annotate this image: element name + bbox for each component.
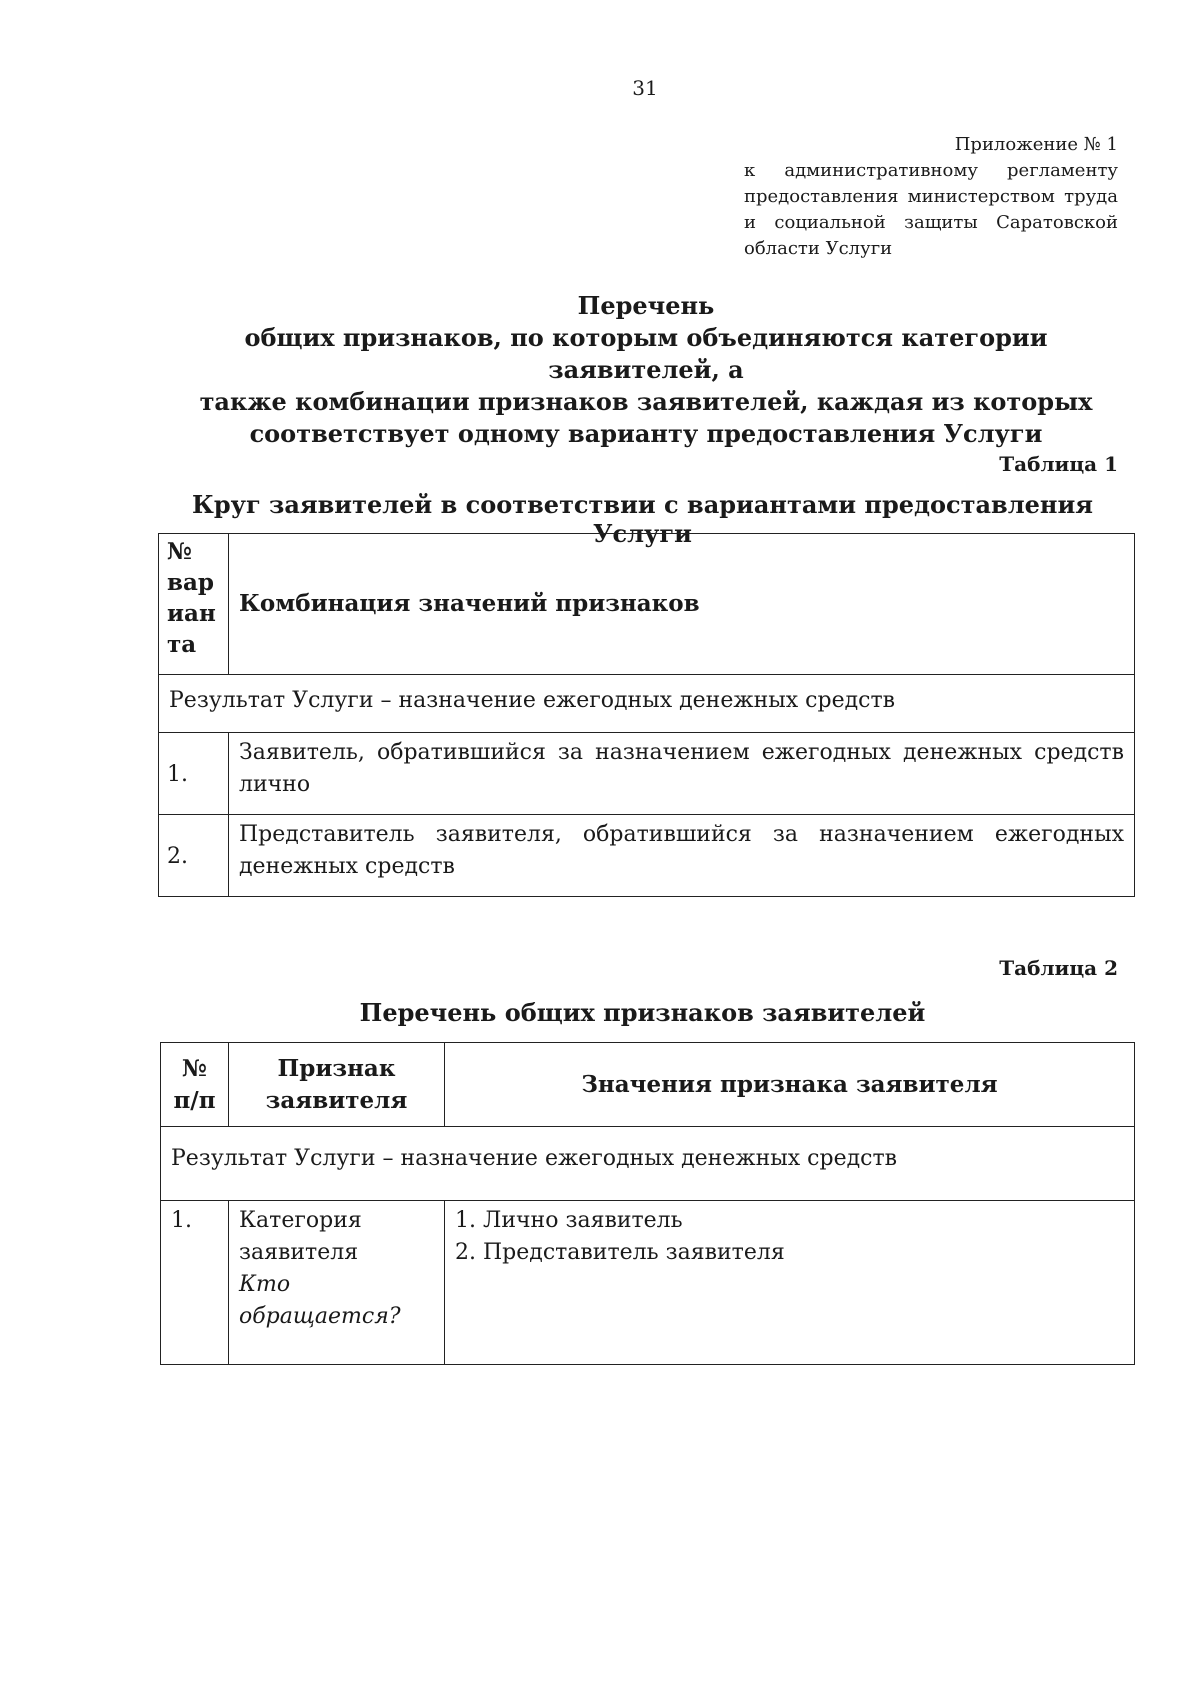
value-item: 2. Представитель заявителя [455,1240,785,1265]
page-number: 31 [632,76,658,100]
attribute-line: Категория [239,1208,362,1233]
table2-result: Результат Услуги – назначение ежегодных денежных средств [161,1127,1135,1201]
table1-caption: Таблица 1 [999,452,1118,476]
header-number-line: вар [167,569,214,596]
header-number-line: та [167,631,197,658]
header-number-line: № [182,1054,207,1082]
header-attribute-line: заявителя [265,1086,408,1114]
appendix-line: к административному регламенту [744,160,1118,181]
table2-heading: Перечень общих признаков заявителей [359,998,926,1027]
header-attribute-line: Признак [277,1054,396,1082]
attribute-question-line: обращается? [239,1304,401,1329]
table1-header-row [159,534,1135,675]
title-line: соответствует одному варианту предоставления Услуги [249,419,1043,448]
table2-header-values: Значения признака заявителя [445,1043,1135,1127]
table1 [158,533,1135,897]
appendix-line: области Услуги [744,238,893,259]
table2-row-attribute [229,1201,445,1365]
table2-row-number: 1. [161,1201,229,1365]
table2-header-row [161,1043,1135,1127]
header-number-line: иан [167,600,216,627]
document-title [170,290,1122,450]
appendix-line: предоставления министерством труда [744,186,1118,207]
table-row [161,1201,1135,1365]
title-line: Перечень [577,291,715,320]
header-number-line: № [167,538,192,565]
table1-heading: Круг заявителей в соответствии с вариантами предоставления Услуги [191,490,1093,548]
appendix-line: и социальной защиты Саратовской [744,212,1118,233]
table1-row-number: 2. [159,815,229,897]
table2-caption: Таблица 2 [999,956,1118,980]
table1-row-text: Заявитель, обратившийся за назначением ежегодных денежных средств лично [229,733,1135,815]
appendix-note [744,132,1118,262]
table1-header-number [159,534,229,675]
table1-row-number: 1. [159,733,229,815]
table1-result: Результат Услуги – назначение ежегодных денежных средств [159,675,1135,733]
table2 [160,1042,1135,1365]
title-line: общих признаков, по которым объединяются категории заявителей, а [244,323,1048,384]
table1-result-row [159,675,1135,733]
title-line: также комбинации признаков заявителей, каждая из которых [199,387,1093,416]
table2-header-number [161,1043,229,1127]
table1-header-combination: Комбинация значений признаков [229,534,1135,675]
table2-result-row [161,1127,1135,1201]
header-number-line: п/п [173,1086,216,1114]
table-row [159,733,1135,815]
attribute-line: заявителя [239,1240,359,1265]
value-item: 1. Лично заявитель [455,1208,683,1233]
table-row [159,815,1135,897]
attribute-question-line: Кто [239,1272,291,1297]
table2-row-values [445,1201,1135,1365]
table1-row-text: Представитель заявителя, обратившийся за назначением ежегодных денежных средств [229,815,1135,897]
appendix-line: Приложение № 1 [954,134,1118,155]
table2-header-attribute [229,1043,445,1127]
